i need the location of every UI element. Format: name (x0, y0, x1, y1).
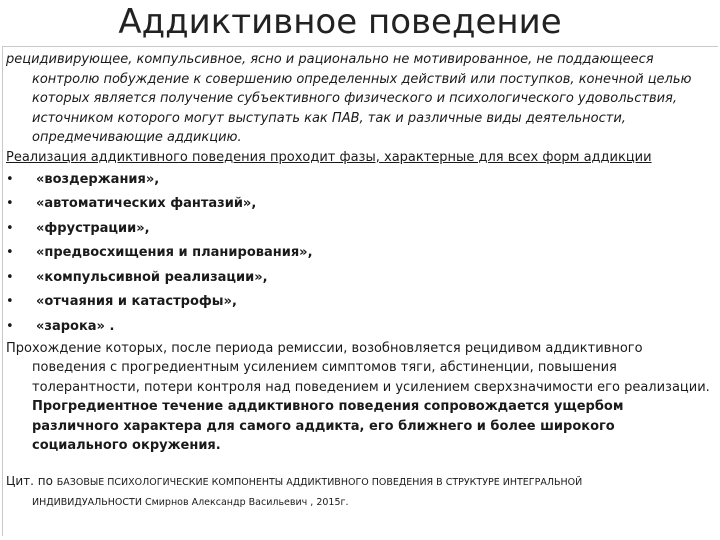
list-item (6, 265, 712, 290)
citation (6, 472, 712, 512)
phase-label: «воздержания», (36, 171, 160, 187)
list-item (6, 290, 712, 315)
left-border (2, 46, 3, 536)
phase-label: «компульсивной реализации», (36, 269, 268, 285)
conclusion-emphasis: Прогредиентное течение аддиктивного поведения сопровождается ущербом различного характера для самого аддикта, его ближнего и более широкого социального окружения. (32, 399, 624, 453)
bullet-marker: • (6, 245, 14, 260)
phase-label: «зарока» . (36, 318, 115, 334)
phases-list (6, 167, 712, 339)
top-border (2, 46, 718, 47)
citation-source: БАЗОВЫЕ ПСИХОЛОГИЧЕСКИЕ КОМПОНЕНТЫ АДДИКТИВНОГО ПОВЕДЕНИЯ В СТРУКТУРЕ ИНТЕГРАЛЬНОЙ (56, 476, 583, 488)
citation-source-tail: ИНДИВИДУАЛЬНОСТИ (32, 496, 142, 508)
bullet-marker: • (6, 196, 14, 211)
citation-prefix: Цит. по (6, 473, 57, 488)
bullet-marker: • (6, 318, 14, 334)
list-item (6, 241, 712, 266)
list-item (6, 167, 712, 192)
page-title (0, 0, 720, 44)
phase-label: «отчаяния и катастрофы», (36, 294, 237, 309)
list-item (6, 314, 712, 339)
bullet-marker: • (6, 294, 14, 309)
bullet-marker: • (6, 220, 14, 236)
conclusion-text: Прохождение которых, после периода ремиссии, возобновляется рецидивом аддиктивного поведения с прогредиентным усилением симптомов тяги, абстиненции, повышения толерантности, потери контроля над поведением и усилением сверхзначимости его реализации. (6, 340, 710, 395)
title-text: Аддиктивное поведение (118, 2, 562, 42)
phase-label: «автоматических фантазий», (36, 196, 257, 211)
bullet-marker: • (6, 171, 14, 187)
definition-paragraph: рецидивирующее, компульсивное, ясно и рационально не мотивированное, не поддающееся контролю побуждение к совершению определенных действий или поступков, конечной целью которых является получение субъективного физического и психологического удовольствия, источником которого могут выступать как ПАВ, так и различные виды деятельности, опредмечивающие аддикцию. (6, 52, 692, 145)
phase-label: «фрустрации», (36, 220, 150, 236)
slide-body (6, 50, 712, 524)
bullet-marker: • (6, 269, 14, 285)
conclusion-paragraph (6, 339, 712, 456)
citation-author: Смирнов Александр Васильевич , 2015г. (141, 496, 349, 508)
phase-label: «предвосхищения и планирования», (36, 245, 313, 260)
list-item (6, 216, 712, 241)
phases-intro: Реализация аддиктивного поведения проходит фазы, характерные для всех форм аддикции (6, 149, 652, 165)
list-item (6, 192, 712, 217)
